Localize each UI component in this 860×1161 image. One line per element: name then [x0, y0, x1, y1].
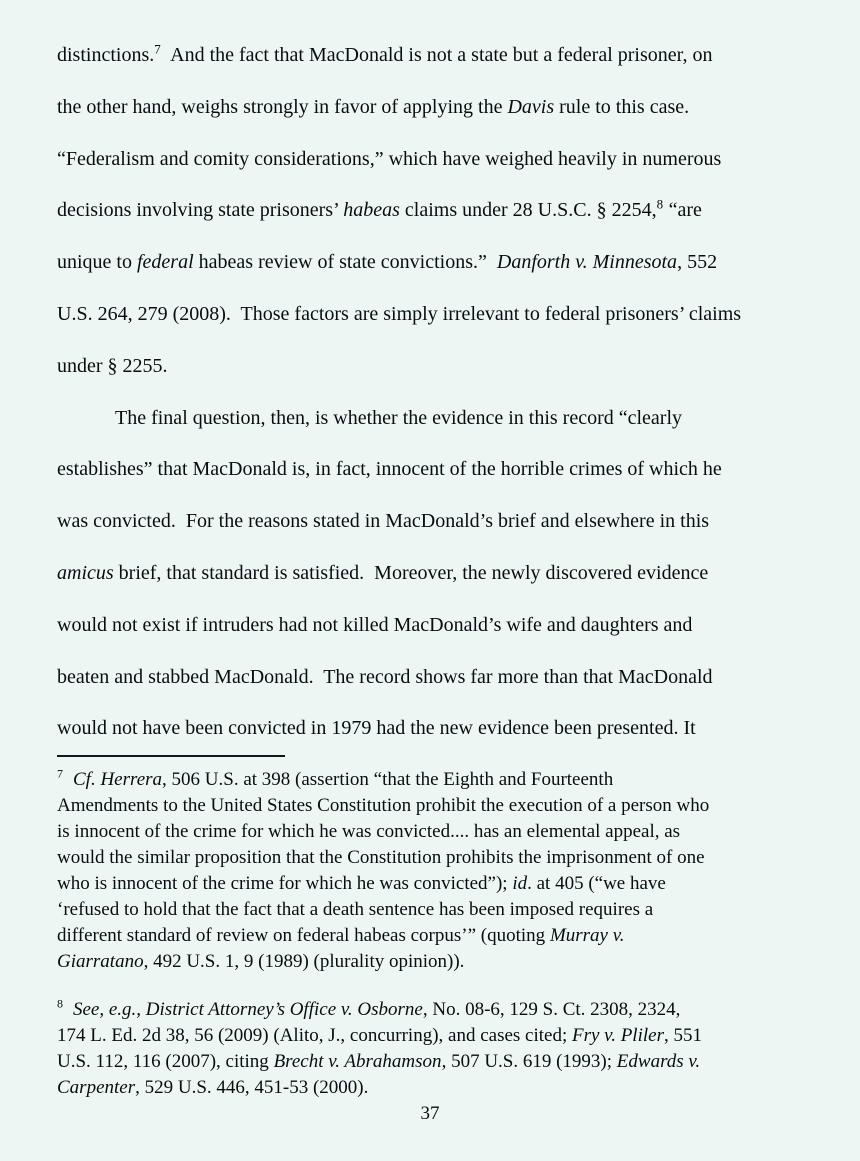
text-segment-italic: federal — [137, 251, 194, 274]
footnote-ref: 8 — [656, 196, 664, 212]
text-line — [57, 393, 809, 445]
text-segment-italic: Giarratano — [57, 951, 144, 973]
text-line — [57, 949, 809, 975]
text-segment: under § 2255. — [57, 354, 168, 377]
text-segment: who is innocent of the crime for which he was convicted”); — [57, 873, 513, 895]
text-line — [57, 703, 809, 755]
text-segment-italic: id — [512, 873, 528, 895]
text-line — [57, 1075, 809, 1101]
text-segment: “are — [663, 199, 702, 222]
text-segment: “Federalism and comity considerations,” which have weighed heavily in numerous — [57, 147, 722, 170]
text-segment-italic: Davis — [507, 95, 555, 118]
footnote — [57, 997, 809, 1101]
text-segment-italic: Carpenter — [57, 1077, 136, 1099]
text-segment-italic: Brecht v. Abrahamson — [273, 1051, 442, 1073]
text-line — [57, 600, 809, 652]
text-line — [57, 30, 809, 82]
text-segment: would not exist if intruders had not killed MacDonald’s wife and daughters and — [57, 613, 693, 636]
text-line — [57, 496, 809, 548]
text-segment: And the fact that MacDonald is not a state but a federal prisoner, on — [161, 44, 713, 66]
text-segment: rule to this case. — [554, 95, 690, 118]
text-segment: decisions involving state prisoners’ — [57, 199, 344, 222]
text-line — [57, 997, 809, 1023]
text-segment-italic: Edwards v. — [616, 1051, 701, 1073]
text-segment: 174 L. Ed. 2d 38, 56 (2009) (Alito, J., concurring), and cases cited; — [57, 1025, 572, 1047]
footnote-ref: 8 — [57, 996, 64, 1011]
text-segment: brief, that standard is satisfied. Moreover, the newly discovered evidence — [113, 561, 709, 584]
text-segment: would the similar proposition that the Constitution prohibits the imprisonment of one — [57, 847, 705, 869]
text-segment: U.S. 112, 116 (2007), citing — [57, 1051, 274, 1073]
text-segment-italic: Fry v. Pliler — [572, 1025, 664, 1047]
text-line — [57, 793, 809, 819]
text-segment: is innocent of the crime for which he was convicted.... has an elemental appeal, as — [57, 821, 681, 843]
text-segment: Amendments to the United States Constitution prohibit the execution of a person who — [57, 795, 710, 817]
text-segment: beaten and stabbed MacDonald. The record shows far more than that MacDonald — [57, 665, 713, 688]
text-segment: , No. 08-6, 129 S. Ct. 2308, 2324, — [422, 999, 681, 1021]
paragraph — [57, 30, 809, 393]
text-segment: , 529 U.S. 446, 451-53 (2000). — [135, 1077, 369, 1099]
text-segment: claims under 28 U.S.C. § 2254, — [399, 199, 657, 222]
text-segment: , 552 — [677, 251, 718, 274]
text-segment: distinctions. — [57, 44, 155, 66]
text-segment: was convicted. For the reasons stated in MacDonald’s brief and elsewhere in this — [57, 510, 710, 533]
footnote — [57, 767, 809, 975]
text-line — [57, 341, 809, 393]
text-segment: . at 405 (“we have — [527, 873, 666, 895]
text-line — [57, 897, 809, 923]
text-segment: habeas review of state convictions.” — [193, 251, 497, 274]
text-segment-italic: Danforth v. Minnesota — [496, 251, 678, 274]
text-line — [57, 871, 809, 897]
text-segment: unique to — [57, 251, 137, 274]
text-segment: ‘refused to hold that the fact that a death sentence has been imposed requires a — [57, 899, 654, 921]
text-segment: , 506 U.S. at 398 (assertion “that the Eighth and Fourteenth — [162, 769, 614, 791]
text-segment: establishes” that MacDonald is, in fact, innocent of the horrible crimes of which he — [57, 458, 722, 481]
text-line — [57, 185, 809, 237]
footnote-ref: 7 — [57, 766, 64, 781]
text-segment-italic: See, e.g., District Attorney’s Office v. Osborne — [73, 999, 423, 1021]
footnotes-section — [57, 767, 809, 1101]
text-line — [57, 82, 809, 134]
page-number: 37 — [420, 1103, 440, 1124]
text-line — [57, 1023, 809, 1049]
text-segment-italic: Cf. Herrera — [73, 769, 163, 791]
text-segment: the other hand, weighs strongly in favor of applying the — [57, 95, 508, 118]
text-segment: , 507 U.S. 619 (1993); — [441, 1051, 617, 1073]
text-segment: would not have been convicted in 1979 had the new evidence been presented. It — [57, 717, 696, 740]
text-segment: , 492 U.S. 1, 9 (1989) (plurality opinion)). — [143, 951, 465, 973]
text-segment: different standard of review on federal habeas corpus’” (quoting — [57, 925, 550, 947]
text-line — [57, 548, 809, 600]
text-segment-italic: Murray v. — [549, 925, 625, 947]
text-line — [57, 845, 809, 871]
text-line — [57, 444, 809, 496]
paragraph — [57, 393, 809, 756]
text-segment: The final question, then, is whether the evidence in this record “clearly — [115, 406, 683, 429]
text-line — [57, 767, 809, 793]
body-text-block — [57, 30, 809, 755]
text-line — [57, 819, 809, 845]
text-segment-italic: habeas — [343, 199, 400, 222]
text-line — [57, 134, 809, 186]
text-segment — [64, 999, 74, 1020]
footnote-separator — [57, 755, 285, 757]
text-segment: , 551 — [663, 1025, 702, 1047]
text-line — [57, 1049, 809, 1075]
text-line — [57, 652, 809, 704]
footnote-ref: 7 — [154, 41, 162, 57]
text-line — [57, 237, 809, 289]
text-segment-italic: amicus — [57, 561, 114, 584]
text-segment — [64, 769, 74, 790]
page-content — [57, 30, 809, 1101]
text-line — [57, 923, 809, 949]
text-line — [57, 289, 809, 341]
text-segment: U.S. 264, 279 (2008). Those factors are simply irrelevant to federal prisoners’ claims — [57, 302, 742, 325]
